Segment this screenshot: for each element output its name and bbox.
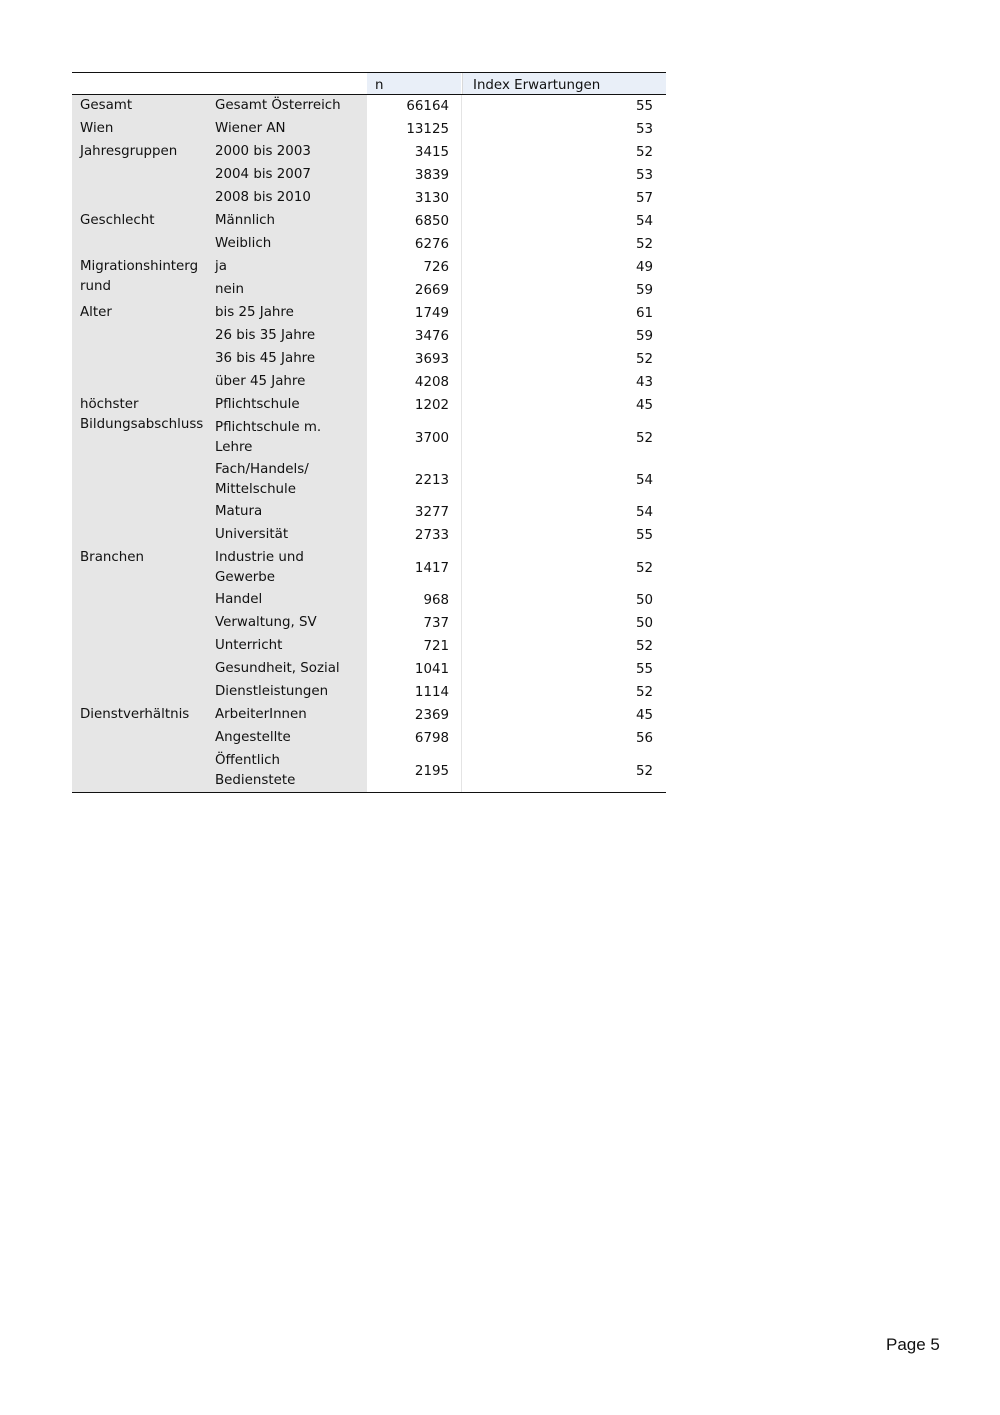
n-value: 3476: [367, 325, 462, 348]
row-label: ArbeiterInnen: [207, 704, 367, 727]
index-value: 52: [635, 763, 653, 779]
table-row: [72, 187, 666, 210]
table-row: [72, 658, 666, 681]
n-value: 3415: [367, 141, 462, 164]
index-value: 56: [635, 731, 653, 746]
table-row: [72, 233, 666, 256]
group-cell: [72, 727, 207, 750]
index-value: 45: [635, 398, 653, 413]
n-value: 2369: [367, 704, 462, 727]
n-value: 6276: [367, 233, 462, 256]
row-group: [72, 256, 666, 302]
row-label: Fach/Handels/ Mittelschule: [207, 459, 367, 501]
index-value: 43: [635, 375, 653, 390]
row-label: 2004 bis 2007: [207, 164, 367, 187]
row-label: 2008 bis 2010: [207, 187, 367, 210]
row-label: Industrie und Gewerbe: [207, 547, 367, 589]
results-table: [72, 72, 666, 793]
header-index: Index Erwartungen: [462, 73, 666, 94]
n-value: 721: [367, 635, 462, 658]
n-value: 13125: [367, 118, 462, 141]
group-cell: [72, 635, 207, 658]
n-value: 1417: [367, 547, 462, 589]
header-n: n: [367, 73, 461, 94]
group-cell: [72, 501, 207, 524]
row-label: Wiener AN: [207, 118, 367, 141]
row-label: Matura: [207, 501, 367, 524]
group-label: Branchen: [80, 550, 144, 565]
index-value: 49: [635, 260, 653, 275]
group-cell: [72, 371, 207, 394]
index-value: 52: [635, 237, 653, 252]
row-label: Angestellte: [207, 727, 367, 750]
row-label: Pflichtschule m. Lehre: [207, 417, 367, 459]
n-value: 2195: [367, 750, 462, 792]
row-label: Gesundheit, Sozial: [207, 658, 367, 681]
group-label: Jahresgruppen: [80, 144, 178, 159]
row-group: [72, 704, 666, 792]
n-value: 4208: [367, 371, 462, 394]
table-row: [72, 459, 666, 501]
row-group: [72, 302, 666, 394]
table-row: [72, 501, 666, 524]
row-label: 2000 bis 2003: [207, 141, 367, 164]
group-cell: [72, 658, 207, 681]
table-row: [72, 635, 666, 658]
group-cell: [72, 612, 207, 635]
row-label: Öffentlich Bedienstete: [207, 750, 367, 792]
row-label: Verwaltung, SV: [207, 612, 367, 635]
index-value: 59: [635, 283, 653, 298]
group-label: Gesamt: [80, 98, 133, 113]
group-cell: [72, 524, 207, 547]
index-value: 54: [635, 214, 653, 229]
n-value: 737: [367, 612, 462, 635]
table-row: [72, 681, 666, 704]
n-value: 1041: [367, 658, 462, 681]
row-label: Unterricht: [207, 635, 367, 658]
row-group: [72, 95, 666, 118]
table-row: [72, 589, 666, 612]
row-label: Handel: [207, 589, 367, 612]
table-header: [72, 72, 666, 95]
group-cell: [72, 459, 207, 501]
page-number: Page 5: [886, 1335, 940, 1354]
row-label: Weiblich: [207, 233, 367, 256]
n-value: 2669: [367, 279, 462, 302]
index-value: 61: [635, 306, 653, 321]
index-value: 53: [635, 168, 653, 183]
index-value: 52: [635, 145, 653, 160]
n-value: 726: [367, 256, 462, 279]
table-row: [72, 325, 666, 348]
group-label: Alter: [80, 305, 112, 320]
row-label: Universität: [207, 524, 367, 547]
row-label: bis 25 Jahre: [207, 302, 367, 325]
table-row: [72, 371, 666, 394]
row-group: [72, 118, 666, 141]
row-label: 26 bis 35 Jahre: [207, 325, 367, 348]
index-value: 52: [635, 685, 653, 700]
index-value: 52: [635, 560, 653, 576]
index-value: 52: [635, 639, 653, 654]
row-label: über 45 Jahre: [207, 371, 367, 394]
group-cell: [72, 348, 207, 371]
table-row: [72, 750, 666, 792]
index-value: 53: [635, 122, 653, 137]
group-label: Dienstverhältnis: [80, 707, 190, 722]
n-value: 6850: [367, 210, 462, 233]
row-label: Männlich: [207, 210, 367, 233]
n-value: 66164: [367, 95, 462, 118]
index-value: 57: [635, 191, 653, 206]
n-value: 1202: [367, 394, 462, 417]
n-value: 6798: [367, 727, 462, 750]
row-label: Gesamt Österreich: [207, 95, 367, 118]
row-group: [72, 210, 666, 256]
group-cell: [72, 589, 207, 612]
index-value: 59: [635, 329, 653, 344]
n-value: 3700: [367, 417, 462, 459]
n-value: 2213: [367, 459, 462, 501]
row-label: ja: [207, 256, 367, 279]
index-value: 55: [635, 99, 653, 114]
group-cell: [72, 750, 207, 792]
index-value: 50: [635, 616, 653, 631]
group-cell: [72, 233, 207, 256]
group-label: Wien: [80, 121, 114, 136]
row-label: Dienstleistungen: [207, 681, 367, 704]
table-row: [72, 524, 666, 547]
index-value: 55: [635, 662, 653, 677]
group-cell: [72, 681, 207, 704]
group-cell: [72, 164, 207, 187]
row-label: Pflichtschule: [207, 394, 367, 417]
n-value: 1114: [367, 681, 462, 704]
index-value: 54: [635, 472, 653, 488]
group-label: Migrationshinterg rund: [80, 259, 199, 294]
row-group: [72, 141, 666, 210]
table-row: [72, 727, 666, 750]
row-group: [72, 394, 666, 547]
table-body: [72, 95, 666, 793]
index-value: 50: [635, 593, 653, 608]
row-label: 36 bis 45 Jahre: [207, 348, 367, 371]
row-group: [72, 547, 666, 704]
n-value: 3839: [367, 164, 462, 187]
n-value: 2733: [367, 524, 462, 547]
table-row: [72, 164, 666, 187]
n-value: 968: [367, 589, 462, 612]
n-value: 3277: [367, 501, 462, 524]
n-value: 1749: [367, 302, 462, 325]
group-label: Geschlecht: [80, 213, 155, 228]
row-label: nein: [207, 279, 367, 302]
group-cell: [72, 187, 207, 210]
index-value: 52: [635, 430, 653, 446]
table-row: [72, 348, 666, 371]
index-value: 54: [635, 505, 653, 520]
table-row: [72, 612, 666, 635]
n-value: 3693: [367, 348, 462, 371]
index-value: 55: [635, 528, 653, 543]
group-label: höchster Bildungsabschluss: [80, 397, 204, 432]
group-cell: [72, 325, 207, 348]
n-value: 3130: [367, 187, 462, 210]
index-value: 45: [635, 708, 653, 723]
index-value: 52: [635, 352, 653, 367]
